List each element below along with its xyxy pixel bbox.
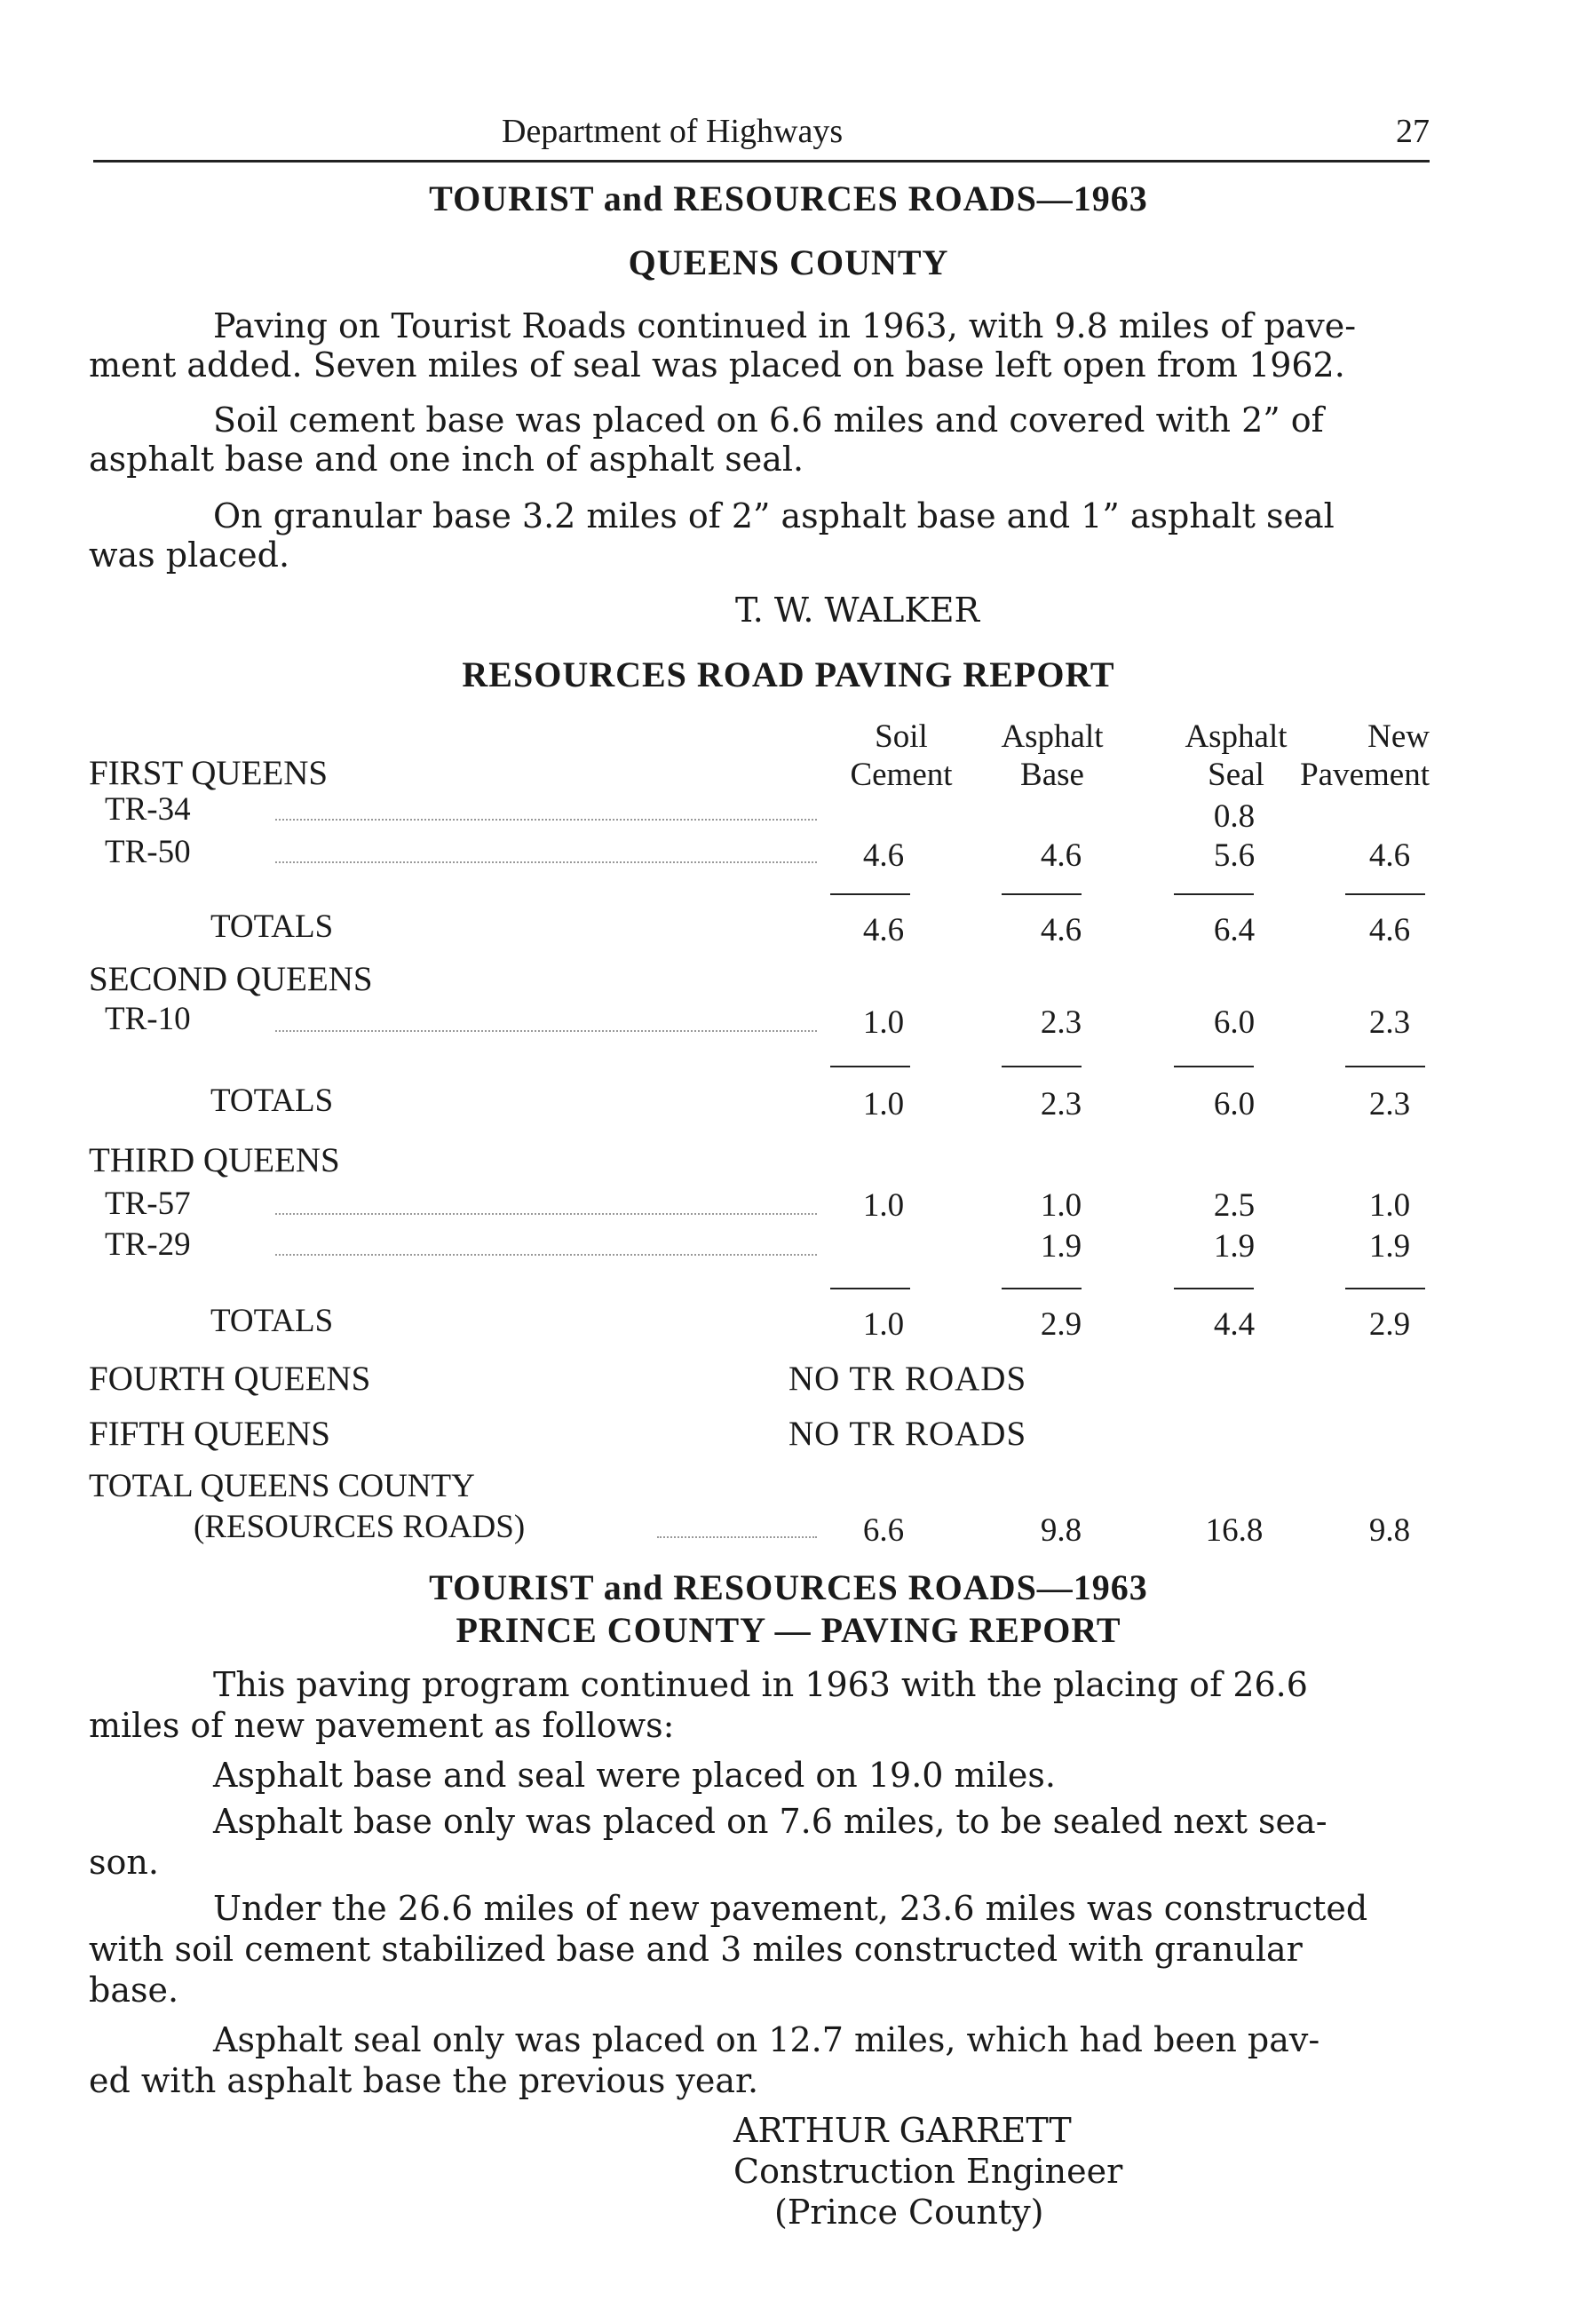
col-header-line1: New [1367, 718, 1430, 755]
s2-p4-l2: with soil cement stabilized base and 3 miles constructed with granular [89, 1930, 1303, 1969]
s1-p2-l2: asphalt base and one inch of asphalt seal. [89, 440, 804, 479]
total-seal: 4.4 [1213, 1306, 1256, 1343]
dot-leader [657, 1536, 817, 1538]
group-third-name: THIRD QUEENS [89, 1141, 340, 1179]
s2-p3-l2: son. [89, 1843, 159, 1882]
s2-p1-l1: This paving program continued in 1963 with the placing of 26.6 [213, 1665, 1308, 1704]
row-label: TR-29 [105, 1226, 191, 1263]
total-new: 2.3 [1368, 1086, 1411, 1122]
total-rule [1345, 1066, 1425, 1067]
total-rule [1002, 893, 1082, 895]
s1-p1-l2: ment added. Seven miles of seal was placed on base left open from 1962. [89, 345, 1345, 385]
total-rule [830, 893, 910, 895]
cell-new: 4.6 [1368, 837, 1411, 874]
s1-p1-l1: Paving on Tourist Roads continued in 1963, with 9.8 miles of pave- [213, 306, 1357, 345]
col-header-line2: Seal [1208, 757, 1264, 793]
total-soil: 4.6 [862, 912, 905, 948]
total-rule [1345, 893, 1425, 895]
s2-p1-l2: miles of new pavement as follows: [89, 1706, 675, 1745]
s2-p5-l2: ed with asphalt base the previous year. [89, 2061, 759, 2100]
total-soil: 1.0 [862, 1086, 905, 1122]
group-first-name: FIRST QUEENS [89, 754, 329, 792]
totals-label: TOTALS [210, 908, 334, 945]
total-new: 2.9 [1368, 1306, 1411, 1343]
section2-heading2: PRINCE COUNTY — PAVING REPORT [456, 1610, 1121, 1650]
col-asphalt-base-header [981, 718, 1123, 794]
cell-base: 2.3 [1040, 1004, 1082, 1041]
total-rule [830, 1288, 910, 1289]
totals-label: TOTALS [210, 1083, 334, 1119]
s1-p2-l1: Soil cement base was placed on 6.6 miles and covered with 2” of [213, 401, 1324, 440]
col-header-line1: Asphalt [1185, 718, 1288, 755]
page-header [93, 107, 1430, 163]
section1-heading: TOURIST and RESOURCES ROADS—1963 [429, 178, 1148, 218]
cell-base: 4.6 [1040, 837, 1082, 874]
total-seal: 6.4 [1213, 912, 1256, 948]
total-rule [1002, 1288, 1082, 1289]
total-new: 4.6 [1368, 912, 1411, 948]
col-header-line2: Base [1020, 757, 1084, 793]
totals-label: TOTALS [210, 1303, 334, 1339]
col-soil-cement-header [830, 718, 972, 794]
col-header-line1: Soil [875, 718, 928, 755]
cell-seal: 2.5 [1213, 1187, 1256, 1224]
s1-p3-l1: On granular base 3.2 miles of 2” asphalt base and 1” asphalt seal [213, 496, 1335, 535]
cell-seal: 1.9 [1213, 1228, 1256, 1265]
county-total-line2: (RESOURCES ROADS) [194, 1509, 526, 1545]
group-second-name: SECOND QUEENS [89, 960, 373, 998]
cell-seal: 0.8 [1213, 798, 1256, 835]
s1-p3-l2: was placed. [89, 535, 290, 575]
dot-leader [275, 1030, 817, 1032]
group-fifth-name: FIFTH QUEENS [89, 1415, 330, 1453]
total-rule [1002, 1066, 1082, 1067]
total-rule [1345, 1288, 1425, 1289]
county-total-soil: 6.6 [862, 1512, 905, 1549]
group-fifth-note: NO TR ROADS [788, 1415, 1027, 1453]
cell-new: 1.9 [1368, 1228, 1411, 1265]
s2-p2-l1: Asphalt base and seal were placed on 19.0 miles. [213, 1756, 1056, 1795]
cell-base: 1.9 [1040, 1228, 1082, 1265]
col-header-line1: Asphalt [1001, 718, 1104, 755]
section1-subheading: QUEENS COUNTY [628, 242, 949, 282]
total-rule [830, 1066, 910, 1067]
county-total-new: 9.8 [1368, 1512, 1411, 1549]
group-fourth-note: NO TR ROADS [788, 1360, 1027, 1398]
s2-p4-l3: base. [89, 1971, 179, 2010]
cell-new: 1.0 [1368, 1187, 1411, 1224]
s2-signature-name: ARTHUR GARRETT [733, 2111, 1072, 2150]
county-total-seal: 16.8 [1205, 1512, 1264, 1549]
row-label: TR-34 [105, 791, 191, 828]
report-heading: RESOURCES ROAD PAVING REPORT [462, 654, 1115, 694]
header-title: Department of Highways [502, 113, 844, 150]
total-rule [1174, 1288, 1254, 1289]
cell-new: 2.3 [1368, 1004, 1411, 1041]
s2-p3-l1: Asphalt base only was placed on 7.6 miles, to be sealed next sea- [213, 1802, 1327, 1841]
cell-soil: 4.6 [862, 837, 905, 874]
group-fourth-name: FOURTH QUEENS [89, 1360, 371, 1398]
total-soil: 1.0 [862, 1306, 905, 1343]
cell-seal: 6.0 [1213, 1004, 1256, 1041]
row-label: TR-10 [105, 1001, 191, 1037]
total-base: 2.3 [1040, 1086, 1082, 1122]
cell-soil: 1.0 [862, 1004, 905, 1041]
row-label: TR-57 [105, 1186, 191, 1222]
s2-p5-l1: Asphalt seal only was placed on 12.7 miles, which had been pav- [213, 2020, 1320, 2059]
total-base: 4.6 [1040, 912, 1082, 948]
s2-p4-l1: Under the 26.6 miles of new pavement, 23.6 miles was constructed [213, 1889, 1368, 1928]
dot-leader [275, 861, 817, 863]
dot-leader [275, 1213, 817, 1215]
col-new-pavement-header [1261, 718, 1430, 794]
cell-seal: 5.6 [1213, 837, 1256, 874]
section2-heading1: TOURIST and RESOURCES ROADS—1963 [429, 1567, 1148, 1607]
cell-soil: 1.0 [862, 1187, 905, 1224]
total-rule [1174, 893, 1254, 895]
cell-base: 1.0 [1040, 1187, 1082, 1224]
col-header-line2: Pavement [1300, 757, 1430, 793]
s2-signature-title: Construction Engineer [733, 2152, 1123, 2191]
total-seal: 6.0 [1213, 1086, 1256, 1122]
total-rule [1174, 1066, 1254, 1067]
dot-leader [275, 1254, 817, 1256]
s2-signature-region: (Prince County) [774, 2193, 1044, 2232]
total-base: 2.9 [1040, 1306, 1082, 1343]
county-total-base: 9.8 [1040, 1512, 1082, 1549]
county-total-line1: TOTAL QUEENS COUNTY [89, 1468, 475, 1504]
col-header-line2: Cement [850, 757, 953, 793]
row-label: TR-50 [105, 834, 191, 870]
page-number: 27 [1396, 113, 1430, 150]
dot-leader [275, 819, 817, 821]
s1-signature: T. W. WALKER [735, 591, 980, 630]
